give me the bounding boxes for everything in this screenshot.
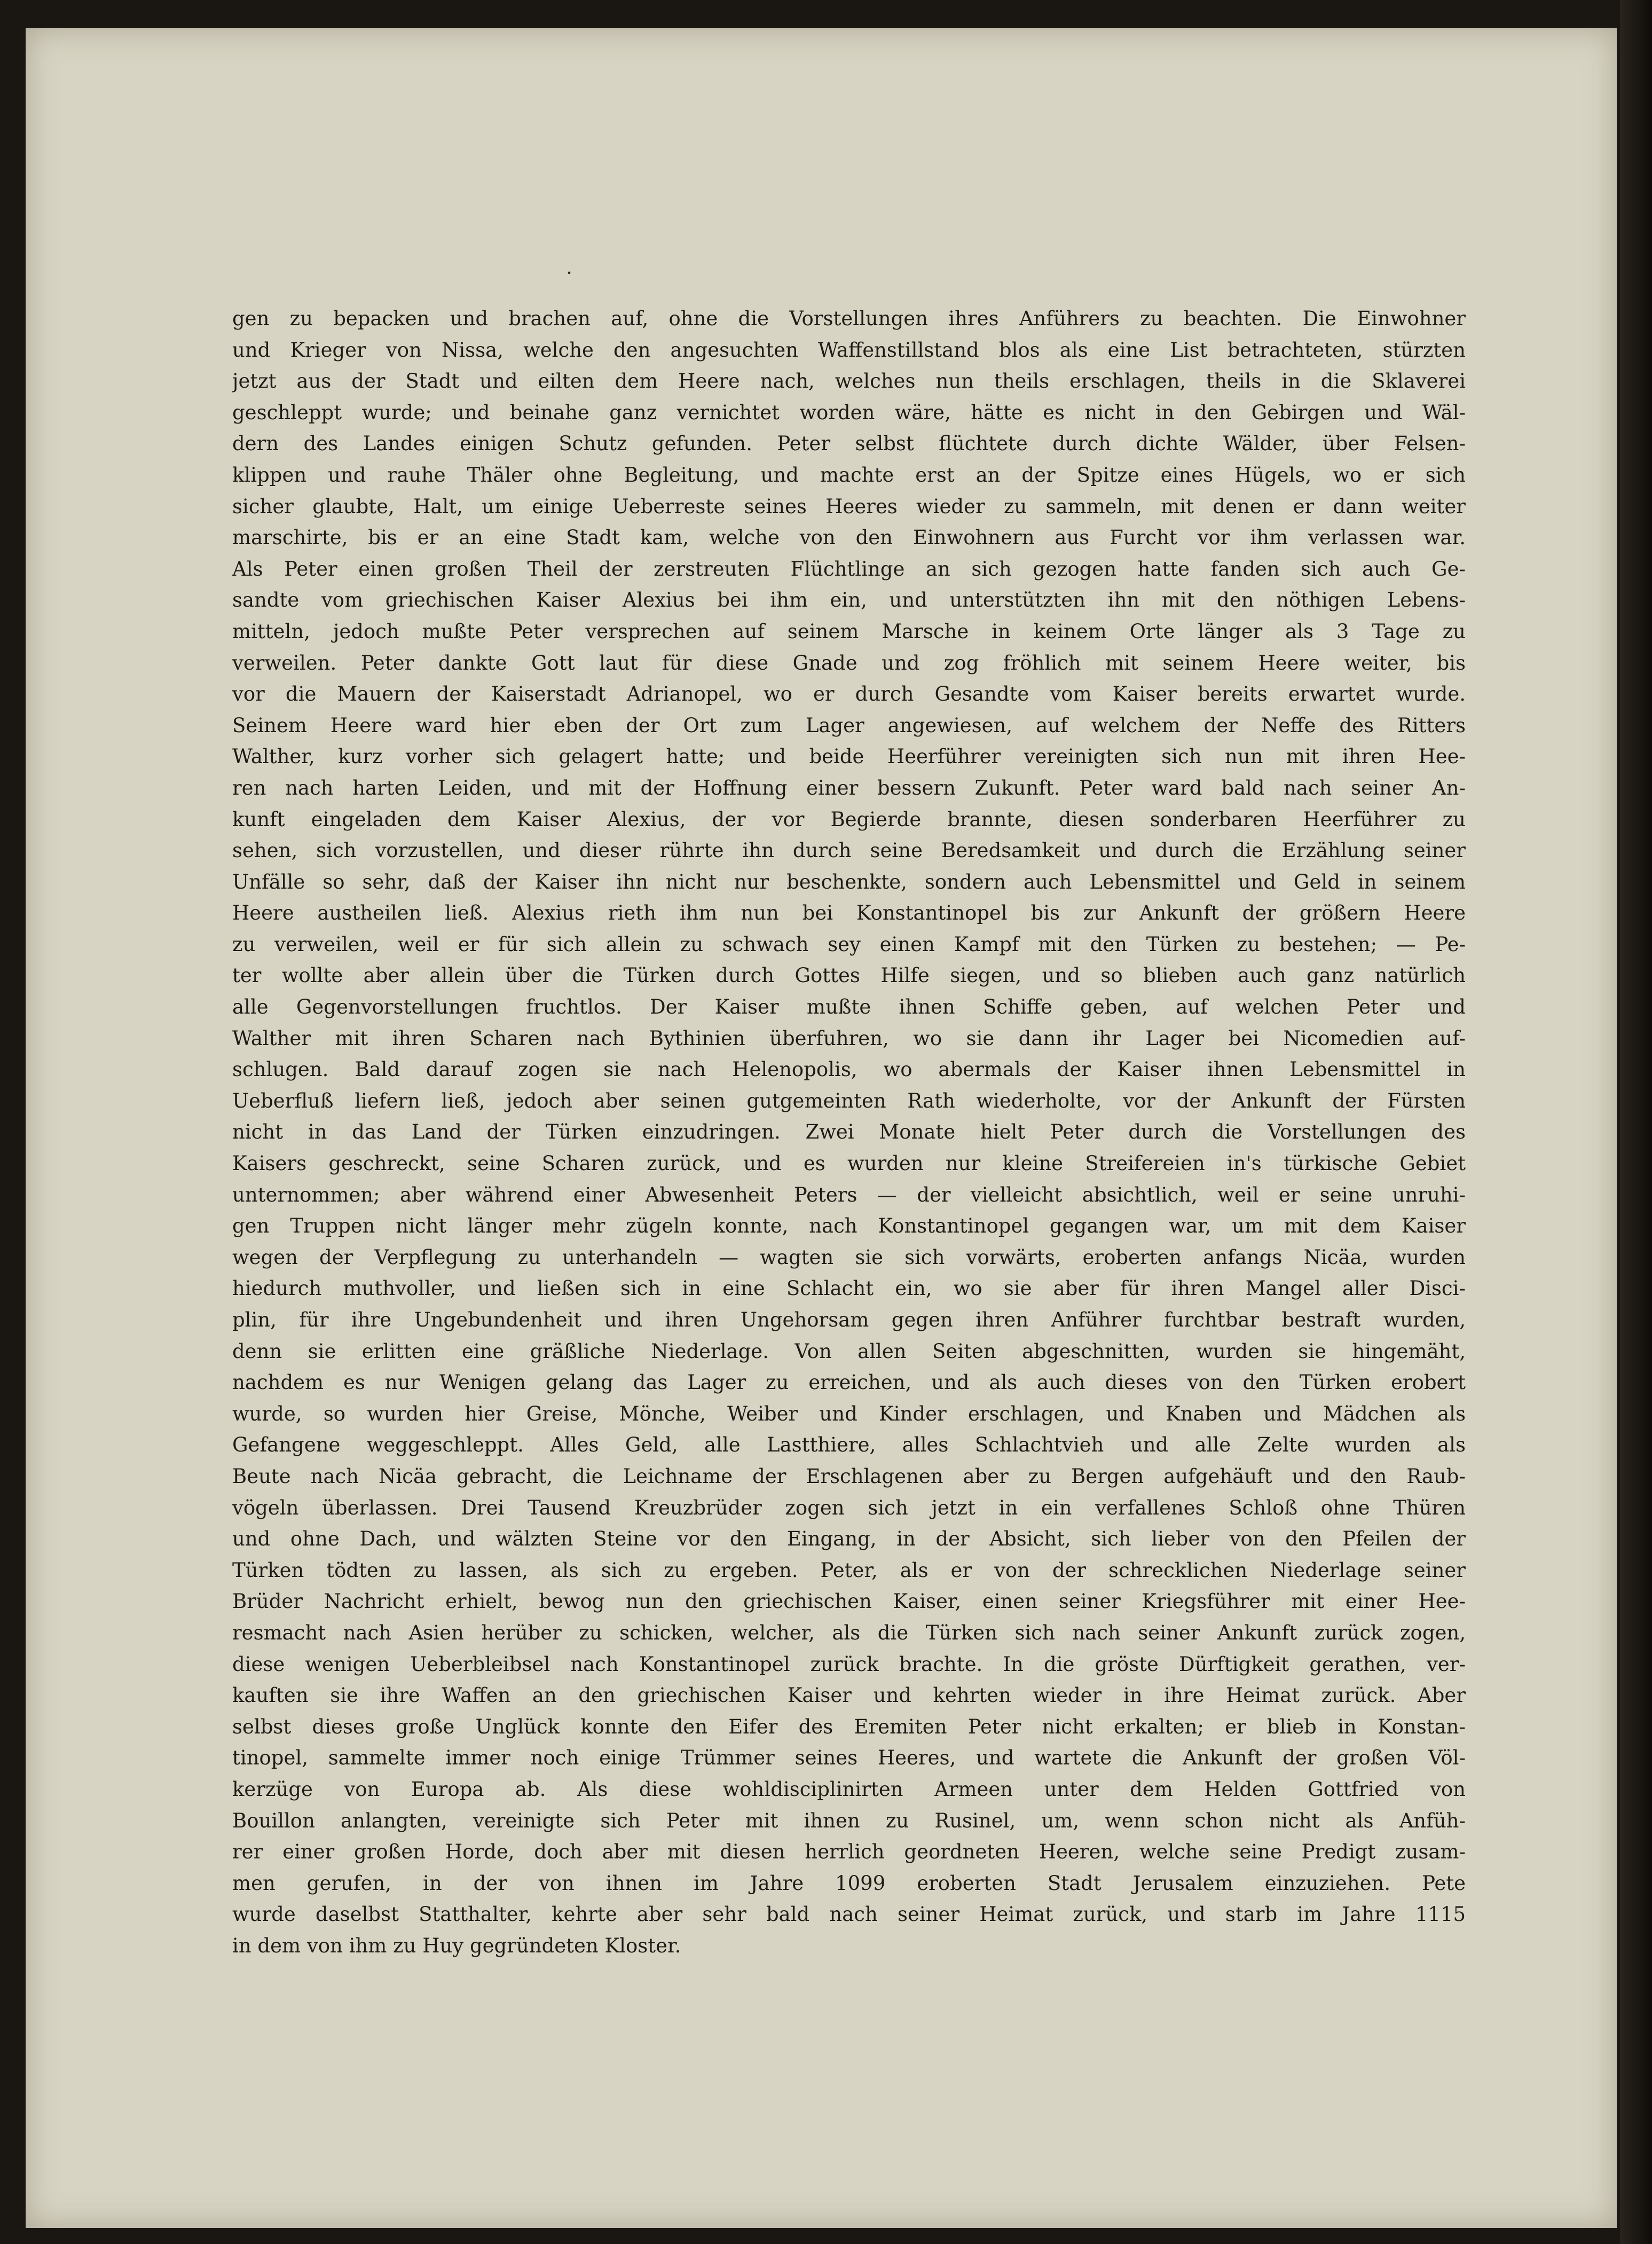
- text-line: Gefangene weggeschleppt. Alles Geld, alle Lastthiere, alles Schlachtvieh und alle Zelte wurden als: [232, 1433, 1466, 1457]
- binding-edge: [1620, 0, 1652, 2244]
- text-line: denn sie erlitten eine gräßliche Niederlage. Von allen Seiten abgeschnitten, wurden sie hingemäht,: [232, 1339, 1466, 1363]
- text-line: diese wenigen Ueberbleibsel nach Konstantinopel zurück brachte. In die gröste Dürftigkeit gerathen, ver-: [232, 1652, 1466, 1676]
- text-line: resmacht nach Asien herüber zu schicken, welcher, als die Türken sich nach seiner Ankunft zurück zogen,: [232, 1621, 1466, 1644]
- text-line: Kaisers geschreckt, seine Scharen zurück, und es wurden nur kleine Streifereien in's türkische Gebiet: [232, 1152, 1466, 1175]
- text-line: Walther, kurz vorher sich gelagert hatte; und beide Heerführer vereinigten sich nun mit ihren Hee-: [232, 745, 1466, 768]
- text-line: ter wollte aber allein über die Türken durch Gottes Hilfe siegen, und so blieben auch ganz natürlich: [232, 964, 1466, 987]
- text-line: gen Truppen nicht länger mehr zügeln konnte, nach Konstantinopel gegangen war, um mit dem Kaiser: [232, 1214, 1466, 1238]
- text-line: Bouillon anlangten, vereinigte sich Peter mit ihnen zu Rusinel, um, wenn schon nicht als Anfüh-: [232, 1809, 1466, 1832]
- text-line: sehen, sich vorzustellen, und dieser rührte ihn durch seine Beredsamkeit und durch die Erzählung seiner: [232, 839, 1466, 862]
- text-line: verweilen. Peter dankte Gott laut für diese Gnade und zog fröhlich mit seinem Heere weiter, bis: [232, 651, 1466, 674]
- text-line: nicht in das Land der Türken einzudringen. Zwei Monate hielt Peter durch die Vorstellungen des: [232, 1120, 1466, 1144]
- text-line: vor die Mauern der Kaiserstadt Adrianopel, wo er durch Gesandte vom Kaiser bereits erwartet wurde.: [232, 682, 1466, 706]
- text-line: tinopel, sammelte immer noch einige Trümmer seines Heeres, und wartete die Ankunft der großen Völ-: [232, 1746, 1466, 1770]
- text-line: Brüder Nachricht erhielt, bewog nun den griechischen Kaiser, einen seiner Kriegsführer mit einer Hee-: [232, 1590, 1466, 1613]
- text-line: alle Gegenvorstellungen fruchtlos. Der Kaiser mußte ihnen Schiffe geben, auf welchen Peter und: [232, 995, 1466, 1019]
- text-line: Heere austheilen ließ. Alexius rieth ihm nun bei Konstantinopel bis zur Ankunft der größern Heere: [232, 901, 1466, 925]
- text-line: dern des Landes einigen Schutz gefunden. Peter selbst flüchtete durch dichte Wälder, über Felsen-: [232, 432, 1466, 456]
- text-line: ren nach harten Leiden, und mit der Hoffnung einer bessern Zukunft. Peter ward bald nach seiner An-: [232, 776, 1466, 799]
- page-mark: ꞏ: [567, 265, 572, 281]
- text-line: kauften sie ihre Waffen an den griechischen Kaiser und kehrten wieder in ihre Heimat zurück. Aber: [232, 1684, 1466, 1707]
- text-line: und ohne Dach, und wälzten Steine vor den Eingang, in der Absicht, sich lieber von den Pfeilen der: [232, 1527, 1466, 1551]
- text-line: rer einer großen Horde, doch aber mit diesen herrlich geordneten Heeren, welche seine Predigt zusam-: [232, 1840, 1466, 1864]
- text-line: men gerufen, in der von ihnen im Jahre 1099 eroberten Stadt Jerusalem einzuziehen. Pete: [232, 1871, 1466, 1895]
- text-line: plin, für ihre Ungebundenheit und ihren Ungehorsam gegen ihren Anführer furchtbar bestraft wurden,: [232, 1308, 1466, 1331]
- text-line: nachdem es nur Wenigen gelang das Lager zu erreichen, und als auch dieses von den Türken erobert: [232, 1371, 1466, 1394]
- text-line: sicher glaubte, Halt, um einige Ueberreste seines Heeres wieder zu sammeln, mit denen er dann weiter: [232, 495, 1466, 518]
- text-line: kunft eingeladen dem Kaiser Alexius, der vor Begierde brannte, diesen sonderbaren Heerführer zu: [232, 807, 1466, 831]
- text-line: Walther mit ihren Scharen nach Bythinien überfuhren, wo sie dann ihr Lager bei Nicomedien auf-: [232, 1026, 1466, 1050]
- text-line: Türken tödten zu lassen, als sich zu ergeben. Peter, als er von der schrecklichen Niederlage seiner: [232, 1558, 1466, 1582]
- text-line: marschirte, bis er an eine Stadt kam, welche von den Einwohnern aus Furcht vor ihm verlassen war.: [232, 526, 1466, 550]
- text-line: zu verweilen, weil er für sich allein zu schwach sey einen Kampf mit den Türken zu bestehen; — Pe-: [232, 932, 1466, 956]
- text-line: wurde daselbst Statthalter, kehrte aber sehr bald nach seiner Heimat zurück, und starb im Jahre 1115: [232, 1903, 1466, 1926]
- text-line: unternommen; aber während einer Abwesenheit Peters — der vielleicht absichtlich, weil er seine unruhi-: [232, 1183, 1466, 1206]
- text-line: in dem von ihm zu Huy gegründeten Kloster.: [232, 1934, 681, 1957]
- text-line: kerzüge von Europa ab. Als diese wohldisciplinirten Armeen unter dem Helden Gottfried von: [232, 1777, 1466, 1801]
- text-line: Als Peter einen großen Theil der zerstreuten Flüchtlinge an sich gezogen hatte fanden sich auch Ge-: [232, 557, 1466, 580]
- text-line: wegen der Verpflegung zu unterhandeln — wagten sie sich vorwärts, eroberten anfangs Nicäa, wurden: [232, 1245, 1466, 1269]
- text-line: selbst dieses große Unglück konnte den Eifer des Eremiten Peter nicht erkalten; er blieb in Konstan-: [232, 1715, 1466, 1738]
- text-line: mitteln, jedoch mußte Peter versprechen auf seinem Marsche in keinem Orte länger als 3 Tage zu: [232, 619, 1466, 643]
- text-line: schlugen. Bald darauf zogen sie nach Helenopolis, wo abermals der Kaiser ihnen Lebensmittel in: [232, 1058, 1466, 1081]
- text-line: vögeln überlassen. Drei Tausend Kreuzbrüder zogen sich jetzt in ein verfallenes Schloß ohne Thüren: [232, 1496, 1466, 1519]
- text-line: hiedurch muthvoller, und ließen sich in eine Schlacht ein, wo sie aber für ihren Mangel aller Disci-: [232, 1277, 1466, 1300]
- text-line: Beute nach Nicäa gebracht, die Leichname der Erschlagenen aber zu Bergen aufgehäuft und den Raub-: [232, 1464, 1466, 1488]
- text-line: Ueberfluß liefern ließ, jedoch aber seinen gutgemeinten Rath wiederholte, vor der Ankunft der Fürsten: [232, 1089, 1466, 1112]
- text-line: wurde, so wurden hier Greise, Mönche, Weiber und Kinder erschlagen, und Knaben und Mädchen als: [232, 1402, 1466, 1425]
- text-line: sandte vom griechischen Kaiser Alexius bei ihm ein, und unterstützten ihn mit den nöthigen Lebens-: [232, 589, 1466, 612]
- text-line: und Krieger von Nissa, welche den angesuchten Waffenstillstand blos als eine List betrachteten, stürzten: [232, 338, 1466, 362]
- text-line: klippen und rauhe Thäler ohne Begleitung, und machte erst an der Spitze eines Hügels, wo er sich: [232, 463, 1466, 487]
- text-line: Seinem Heere ward hier eben der Ort zum Lager angewiesen, auf welchem der Neffe des Ritters: [232, 713, 1466, 737]
- text-line: gen zu bepacken und brachen auf, ohne die Vorstellungen ihres Anführers zu beachten. Die Einwohner: [232, 307, 1466, 330]
- text-line: jetzt aus der Stadt und eilten dem Heere nach, welches nun theils erschlagen, theils in die Sklaverei: [232, 370, 1466, 393]
- body-text: [232, 303, 1466, 1961]
- text-line: Unfälle so sehr, daß der Kaiser ihn nicht nur beschenkte, sondern auch Lebensmittel und Geld in seinem: [232, 870, 1466, 893]
- text-line: geschleppt wurde; und beinahe ganz vernichtet worden wäre, hätte es nicht in den Gebirgen und Wäl-: [232, 401, 1466, 424]
